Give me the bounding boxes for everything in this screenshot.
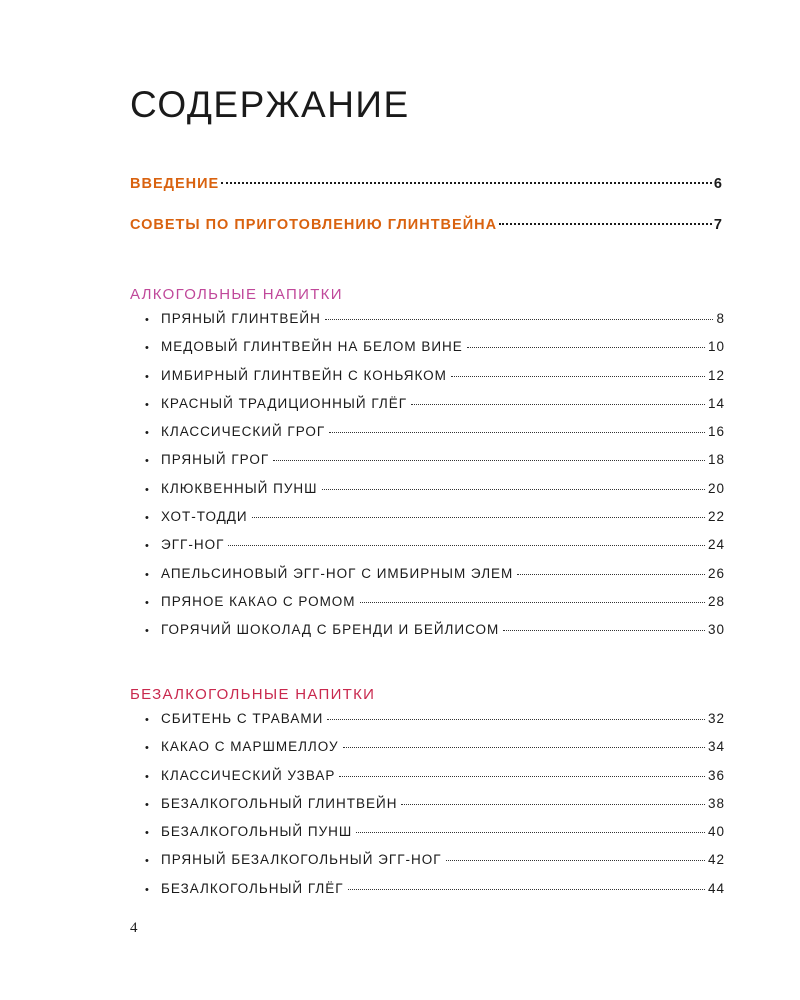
bullet: • bbox=[145, 883, 150, 896]
leader-dots bbox=[325, 319, 714, 320]
toc-item-label: КАКАО С МАРШМЕЛЛОУ bbox=[161, 739, 339, 755]
toc-item[interactable] bbox=[145, 339, 725, 367]
toc-item-page: 42 bbox=[707, 852, 725, 868]
toc-entry-tips[interactable] bbox=[130, 217, 723, 233]
toc-item-label: ПРЯНЫЙ БЕЗАЛКОГОЛЬНЫЙ ЭГГ-НОГ bbox=[161, 852, 442, 868]
bullet: • bbox=[145, 314, 150, 326]
leader-dots bbox=[228, 545, 705, 546]
leader-dots bbox=[348, 889, 705, 890]
toc-item-label: СБИТЕНЬ С ТРАВАМИ bbox=[161, 711, 324, 726]
toc-item-label: БЕЗАЛКОГОЛЬНЫЙ ГЛИНТВЕЙН bbox=[161, 795, 398, 811]
bullet: • bbox=[145, 455, 150, 468]
leader-dots bbox=[401, 804, 705, 805]
leader-dots bbox=[411, 404, 705, 405]
toc-item-label: КЛЮКВЕННЫЙ ПУНШ bbox=[161, 480, 318, 496]
bullet: • bbox=[145, 568, 150, 581]
page-title: СОДЕРЖАНИЕ bbox=[130, 84, 410, 125]
toc-item-label: КРАСНЫЙ ТРАДИЦИОННЫЙ ГЛЁГ bbox=[161, 395, 408, 411]
toc-item[interactable] bbox=[145, 796, 725, 824]
bullet: • bbox=[145, 596, 150, 609]
toc-item[interactable] bbox=[145, 368, 725, 396]
leader-dots bbox=[517, 574, 705, 575]
toc-item-page: 44 bbox=[707, 880, 725, 896]
leader-dots bbox=[356, 832, 705, 833]
toc-list-nonalcoholic bbox=[145, 711, 725, 909]
toc-item-page: 14 bbox=[707, 395, 725, 411]
bullet: • bbox=[145, 342, 150, 355]
toc-item-label: БЕЗАЛКОГОЛЬНЫЙ ГЛЁГ bbox=[161, 880, 344, 896]
toc-item-page: 28 bbox=[707, 593, 725, 609]
toc-item[interactable] bbox=[145, 481, 725, 509]
toc-item-page: 24 bbox=[707, 537, 725, 553]
toc-item[interactable] bbox=[145, 424, 725, 452]
toc-item-page: 38 bbox=[707, 795, 725, 811]
toc-item[interactable] bbox=[145, 594, 725, 622]
leader-dots bbox=[322, 489, 705, 490]
toc-item-label: ХОТ-ТОДДИ bbox=[161, 509, 248, 525]
bullet: • bbox=[145, 370, 150, 383]
toc-item-label: ПРЯНЫЙ ГРОГ bbox=[161, 452, 270, 468]
leader-dots bbox=[339, 776, 705, 777]
section-heading-alcoholic: АЛКОГОЛЬНЫЕ НАПИТКИ bbox=[130, 286, 343, 303]
toc-item[interactable] bbox=[145, 311, 725, 339]
toc-item[interactable] bbox=[145, 566, 725, 594]
toc-item-page: 20 bbox=[707, 480, 725, 496]
toc-item-page: 8 bbox=[716, 311, 725, 326]
toc-item-label: АПЕЛЬСИНОВЫЙ ЭГГ-НОГ С ИМБИРНЫМ ЭЛЕМ bbox=[161, 565, 514, 581]
toc-item-page: 26 bbox=[707, 565, 725, 581]
page-number: 4 bbox=[130, 920, 138, 936]
bullet: • bbox=[145, 714, 150, 726]
toc-item[interactable] bbox=[145, 509, 725, 537]
bullet: • bbox=[145, 625, 150, 638]
leader-dots bbox=[467, 347, 705, 348]
toc-item-page: 36 bbox=[707, 767, 725, 783]
leader-dots bbox=[343, 747, 705, 748]
bullet: • bbox=[145, 540, 150, 553]
toc-entry-introduction[interactable] bbox=[130, 176, 723, 192]
toc-item-page: 18 bbox=[707, 452, 725, 468]
toc-item[interactable] bbox=[145, 396, 725, 424]
toc-item[interactable] bbox=[145, 622, 725, 650]
toc-item[interactable] bbox=[145, 452, 725, 480]
toc-item[interactable] bbox=[145, 852, 725, 880]
toc-item-label: ИМБИРНЫЙ ГЛИНТВЕЙН С КОНЬЯКОМ bbox=[161, 367, 447, 383]
toc-list-alcoholic bbox=[145, 311, 725, 651]
toc-item-page: 16 bbox=[707, 424, 725, 440]
toc-item-page: 30 bbox=[707, 622, 725, 638]
toc-item[interactable] bbox=[145, 739, 725, 767]
leader-dots bbox=[252, 517, 705, 518]
leader-dots bbox=[451, 376, 705, 377]
toc-item-label: ГОРЯЧИЙ ШОКОЛАД С БРЕНДИ И БЕЙЛИСОМ bbox=[161, 622, 500, 638]
toc-item-page: 22 bbox=[707, 509, 725, 525]
bullet: • bbox=[145, 483, 150, 496]
toc-item-page: 10 bbox=[707, 339, 725, 355]
toc-item[interactable] bbox=[145, 768, 725, 796]
toc-item-label: КЛАССИЧЕСКИЙ УЗВАР bbox=[161, 767, 336, 783]
bullet: • bbox=[145, 855, 150, 868]
bullet: • bbox=[145, 512, 150, 525]
leader-dots bbox=[499, 223, 712, 225]
toc-item-label: БЕЗАЛКОГОЛЬНЫЙ ПУНШ bbox=[161, 824, 353, 840]
bullet: • bbox=[145, 770, 150, 783]
bullet: • bbox=[145, 798, 150, 811]
toc-item-label: ПРЯНОЕ КАКАО С РОМОМ bbox=[161, 593, 356, 609]
toc-item-label: ПРЯНЫЙ ГЛИНТВЕЙН bbox=[161, 311, 321, 326]
toc-entry-page: 6 bbox=[713, 176, 723, 192]
toc-item-label: ЭГГ-НОГ bbox=[161, 537, 225, 553]
leader-dots bbox=[329, 432, 705, 433]
toc-entry-page: 7 bbox=[713, 217, 723, 233]
leader-dots bbox=[360, 602, 705, 603]
toc-item[interactable] bbox=[145, 711, 725, 739]
bullet: • bbox=[145, 827, 150, 840]
toc-item[interactable] bbox=[145, 824, 725, 852]
toc-item-label: КЛАССИЧЕСКИЙ ГРОГ bbox=[161, 424, 326, 440]
toc-item[interactable] bbox=[145, 881, 725, 909]
bullet: • bbox=[145, 398, 150, 411]
toc-item[interactable] bbox=[145, 537, 725, 565]
bullet: • bbox=[145, 742, 150, 755]
toc-item-label: МЕДОВЫЙ ГЛИНТВЕЙН НА БЕЛОМ ВИНЕ bbox=[161, 339, 463, 355]
toc-entry-label: СОВЕТЫ ПО ПРИГОТОВЛЕНИЮ ГЛИНТВЕЙНА bbox=[130, 217, 498, 233]
toc-item-page: 34 bbox=[707, 739, 725, 755]
toc-item-page: 32 bbox=[707, 711, 725, 726]
section-heading-nonalcoholic: БЕЗАЛКОГОЛЬНЫЕ НАПИТКИ bbox=[130, 686, 376, 703]
toc-item-page: 40 bbox=[707, 824, 725, 840]
leader-dots bbox=[273, 460, 705, 461]
bullet: • bbox=[145, 427, 150, 440]
toc-entry-label: ВВЕДЕНИЕ bbox=[130, 176, 220, 192]
toc-item-page: 12 bbox=[707, 367, 725, 383]
leader-dots bbox=[327, 719, 705, 720]
leader-dots bbox=[221, 182, 712, 184]
leader-dots bbox=[503, 630, 705, 631]
leader-dots bbox=[446, 860, 705, 861]
